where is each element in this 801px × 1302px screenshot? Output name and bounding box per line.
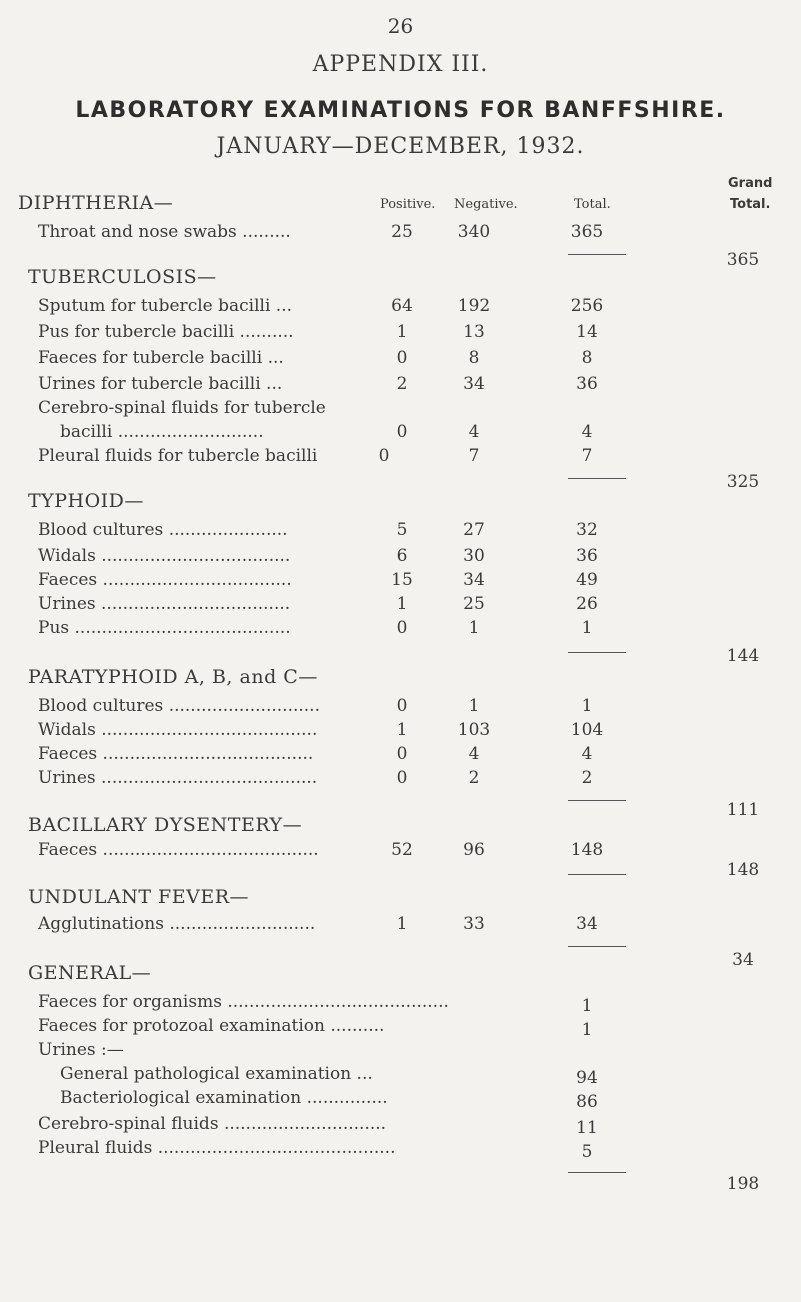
section-heading-diphtheria: DIPHTHERIA— (18, 192, 174, 214)
row-label: Cerebro-spinal fluids for tubercle (38, 398, 326, 418)
cell-positive: 0 (396, 422, 408, 442)
cell-negative: 192 (457, 296, 491, 316)
row-label: General pathological examination ... (60, 1064, 373, 1084)
cell-total: 1 (581, 696, 593, 716)
cell-total: 1 (581, 996, 593, 1016)
row-label: Urines ................................... (38, 594, 291, 614)
cell-negative: 103 (457, 720, 491, 740)
cell-total: 94 (576, 1068, 598, 1088)
cell-positive: 25 (391, 222, 413, 242)
cell-positive: 1 (396, 914, 408, 934)
row-label: Widals ................................... (38, 546, 291, 566)
row-label: Faeces for tubercle bacilli ... (38, 348, 284, 368)
page-number: 26 (387, 14, 414, 38)
cell-positive: 0 (396, 768, 408, 788)
row-label: Faeces ....................................... (38, 744, 314, 764)
cell-total: 1 (581, 618, 593, 638)
row-label: Faeces for organisms ......................................... (38, 992, 449, 1012)
row-label: Widals ........................................ (38, 720, 318, 740)
cell-negative: 34 (463, 374, 485, 394)
cell-positive: 52 (391, 840, 413, 860)
row-label: Throat and nose swabs ......... (38, 222, 291, 242)
cell-total: 49 (576, 570, 598, 590)
row-label: Agglutinations ........................... (38, 914, 316, 934)
cell-negative: 4 (468, 744, 480, 764)
document-subtitle: JANUARY—DECEMBER, 1932. (216, 134, 585, 159)
row-label: Pleural fluids ............................................ (38, 1138, 396, 1158)
cell-positive: 6 (396, 546, 408, 566)
document-title: LABORATORY EXAMINATIONS FOR BANFFSHIRE. (75, 98, 726, 123)
section-heading-paratyphoid: PARATYPHOID A, B, and C— (28, 666, 318, 688)
grand-total: 325 (726, 472, 760, 492)
cell-total: 1 (581, 1020, 593, 1040)
section-heading-tuberculosis: TUBERCULOSIS— (28, 266, 217, 288)
grand-total: 144 (726, 646, 760, 666)
cell-negative: 7 (468, 446, 480, 466)
cell-positive: 5 (396, 520, 408, 540)
grand-total: 148 (726, 860, 760, 880)
cell-total: 148 (570, 840, 604, 860)
cell-total: 4 (581, 744, 593, 764)
row-label: Sputum for tubercle bacilli ... (38, 296, 293, 316)
row-label: bacilli ........................... (60, 422, 264, 442)
cell-total: 32 (576, 520, 598, 540)
cell-total: 5 (581, 1142, 593, 1162)
total-rule (568, 652, 626, 653)
cell-positive: 2 (396, 374, 408, 394)
cell-total: 36 (576, 546, 598, 566)
total-rule (568, 874, 626, 875)
cell-positive: 1 (396, 322, 408, 342)
cell-negative: 4 (468, 422, 480, 442)
cell-positive: 0 (396, 744, 408, 764)
cell-negative: 13 (463, 322, 485, 342)
appendix-heading: APPENDIX III. (312, 52, 489, 77)
cell-negative: 27 (463, 520, 485, 540)
row-label: Cerebro-spinal fluids .............................. (38, 1114, 387, 1134)
cell-positive: 0 (396, 348, 408, 368)
grand-total: 198 (726, 1174, 760, 1194)
column-header-grand-line1: Grand (728, 176, 773, 191)
total-rule (568, 946, 626, 947)
cell-total: 36 (576, 374, 598, 394)
cell-positive: 1 (396, 594, 408, 614)
row-label: Pleural fluids for tubercle bacilli (38, 446, 318, 466)
total-rule (568, 478, 626, 479)
total-rule (568, 1172, 626, 1173)
cell-negative: 96 (463, 840, 485, 860)
row-label: Pus for tubercle bacilli .......... (38, 322, 294, 342)
row-label: Faeces ........................................ (38, 840, 319, 860)
section-heading-general: GENERAL— (28, 962, 152, 984)
cell-total: 4 (581, 422, 593, 442)
cell-positive: 1 (396, 720, 408, 740)
row-label: Bacteriological examination ............... (60, 1088, 388, 1108)
cell-total: 8 (581, 348, 593, 368)
column-header-total: Total. (574, 197, 611, 212)
total-rule (568, 254, 626, 255)
cell-positive: 64 (391, 296, 413, 316)
column-header-negative: Negative. (454, 197, 518, 212)
cell-total: 26 (576, 594, 598, 614)
cell-positive: 0 (396, 696, 408, 716)
cell-total: 34 (576, 914, 598, 934)
cell-positive: 15 (391, 570, 413, 590)
row-label: Pus ........................................ (38, 618, 291, 638)
cell-total: 11 (576, 1118, 598, 1138)
section-heading-bacillary-dysentery: BACILLARY DYSENTERY— (28, 814, 303, 836)
cell-total: 14 (576, 322, 598, 342)
section-heading-undulant-fever: UNDULANT FEVER— (28, 886, 250, 908)
grand-total: 365 (726, 250, 760, 270)
cell-negative: 340 (457, 222, 491, 242)
row-label: Urines :— (38, 1040, 124, 1060)
cell-positive: 0 (396, 618, 408, 638)
total-rule (568, 800, 626, 801)
row-label: Blood cultures ...................... (38, 520, 288, 540)
cell-positive: 0 (378, 446, 390, 466)
cell-negative: 1 (468, 696, 480, 716)
cell-total: 104 (570, 720, 604, 740)
row-label: Urines ........................................ (38, 768, 318, 788)
cell-negative: 1 (468, 618, 480, 638)
grand-total: 111 (726, 800, 760, 820)
grand-total: 34 (732, 950, 754, 970)
row-label: Faeces ................................... (38, 570, 292, 590)
cell-negative: 2 (468, 768, 480, 788)
cell-total: 86 (576, 1092, 598, 1112)
row-label: Urines for tubercle bacilli ... (38, 374, 283, 394)
cell-total: 7 (581, 446, 593, 466)
cell-total: 256 (570, 296, 604, 316)
cell-negative: 33 (463, 914, 485, 934)
cell-negative: 8 (468, 348, 480, 368)
cell-negative: 25 (463, 594, 485, 614)
section-heading-typhoid: TYPHOID— (28, 490, 144, 512)
cell-negative: 34 (463, 570, 485, 590)
row-label: Blood cultures ............................ (38, 696, 320, 716)
cell-negative: 30 (463, 546, 485, 566)
cell-total: 365 (570, 222, 604, 242)
column-header-grand-line2: Total. (730, 197, 771, 212)
row-label: Faeces for protozoal examination .......... (38, 1016, 385, 1036)
cell-total: 2 (581, 768, 593, 788)
column-header-positive: Positive. (380, 197, 436, 212)
